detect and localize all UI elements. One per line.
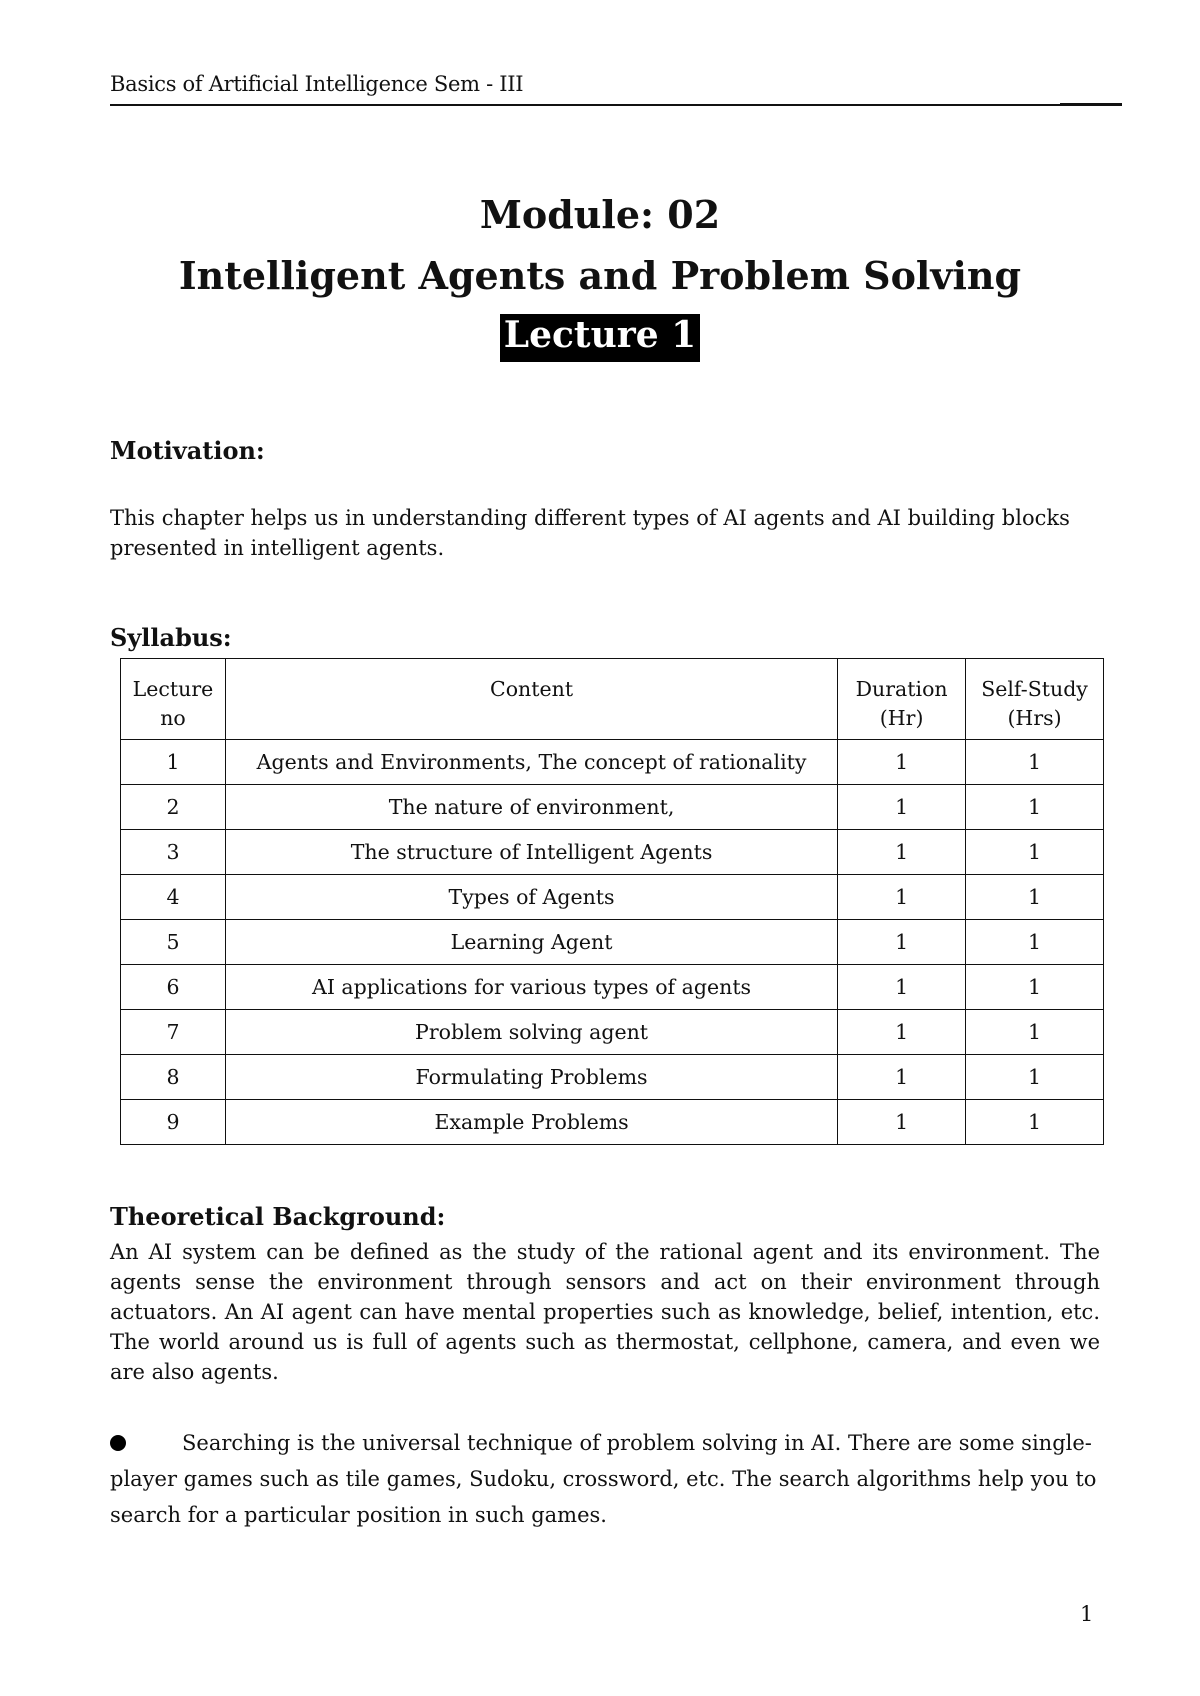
module-title: Module: 02 (479, 192, 721, 237)
table-row (121, 875, 1104, 920)
table-row (121, 920, 1104, 965)
table-row (121, 785, 1104, 830)
cell-lecture-no: 6 (121, 965, 226, 1010)
cell-duration: 1 (838, 830, 966, 875)
cell-duration: 1 (838, 785, 966, 830)
cell-content: AI applications for various types of agents (225, 965, 837, 1010)
table-row (121, 1100, 1104, 1145)
cell-lecture-no: 3 (121, 830, 226, 875)
cell-content: Example Problems (225, 1100, 837, 1145)
cell-lecture-no: 2 (121, 785, 226, 830)
chapter-title: Intelligent Agents and Problem Solving (178, 253, 1022, 298)
column-header-duration: Duration (Hr) (838, 659, 966, 740)
cell-duration: 1 (838, 1055, 966, 1100)
cell-lecture-no: 5 (121, 920, 226, 965)
lecture-title-wrapper (0, 314, 1200, 362)
cell-lecture-no: 9 (121, 1100, 226, 1145)
cell-self-study: 1 (966, 875, 1104, 920)
cell-duration: 1 (838, 740, 966, 785)
table-row (121, 965, 1104, 1010)
cell-content: Formulating Problems (225, 1055, 837, 1100)
theory-text: An AI system can be defined as the study of the rational agent and its environment. The agents sense the environment through sensors and act on their environment through actuators. An AI agent can have mental properties such as knowledge, belief, intention, etc. The world around us is full of agents such as thermostat, cellphone, camera, and even we are also agents. (110, 1240, 1100, 1384)
cell-content: Learning Agent (225, 920, 837, 965)
page-number: 1 (1080, 1602, 1094, 1626)
column-header-self-study: Self-Study (Hrs) (966, 659, 1104, 740)
motivation-text: This chapter helps us in understanding different types of AI agents and AI building blocks presented in intelligent agents. (110, 506, 1070, 560)
cell-duration: 1 (838, 1010, 966, 1055)
syllabus-heading: Syllabus: (110, 623, 232, 652)
cell-lecture-no: 1 (121, 740, 226, 785)
table-row (121, 740, 1104, 785)
lecture-badge: Lecture 1 (500, 314, 700, 362)
column-header-lecture-no: Lecture no (121, 659, 226, 740)
bullet-icon (110, 1435, 126, 1451)
cell-lecture-no: 7 (121, 1010, 226, 1055)
cell-self-study: 1 (966, 1055, 1104, 1100)
cell-lecture-no: 8 (121, 1055, 226, 1100)
cell-self-study: 1 (966, 920, 1104, 965)
cell-self-study: 1 (966, 1010, 1104, 1055)
cell-content: Agents and Environments, The concept of rationality (225, 740, 837, 785)
cell-self-study: 1 (966, 830, 1104, 875)
cell-content: Types of Agents (225, 875, 837, 920)
running-header: Basics of Artificial Intelligence Sem - III (110, 72, 524, 96)
cell-lecture-no: 4 (121, 875, 226, 920)
column-header-content: Content (225, 659, 837, 740)
header-rule (110, 104, 1122, 106)
cell-duration: 1 (838, 1100, 966, 1145)
bullet-text: Searching is the universal technique of problem solving in AI. There are some single-player games such as tile games, Sudoku, crossword, etc. The search algorithms help you to search for a particular position in such games. (110, 1431, 1097, 1527)
cell-self-study: 1 (966, 965, 1104, 1010)
cell-self-study: 1 (966, 785, 1104, 830)
cell-self-study: 1 (966, 740, 1104, 785)
table-row (121, 830, 1104, 875)
theory-heading: Theoretical Background: (110, 1202, 446, 1231)
table-header-row (121, 659, 1104, 740)
cell-self-study: 1 (966, 1100, 1104, 1145)
header-rule-accent (1060, 103, 1122, 106)
cell-content: Problem solving agent (225, 1010, 837, 1055)
cell-duration: 1 (838, 920, 966, 965)
syllabus-table (120, 658, 1104, 1145)
table-row (121, 1010, 1104, 1055)
cell-content: The nature of environment, (225, 785, 837, 830)
table-row (121, 1055, 1104, 1100)
bullet-item (110, 1425, 1100, 1533)
motivation-heading: Motivation: (110, 436, 265, 465)
cell-duration: 1 (838, 875, 966, 920)
cell-content: The structure of Intelligent Agents (225, 830, 837, 875)
cell-duration: 1 (838, 965, 966, 1010)
